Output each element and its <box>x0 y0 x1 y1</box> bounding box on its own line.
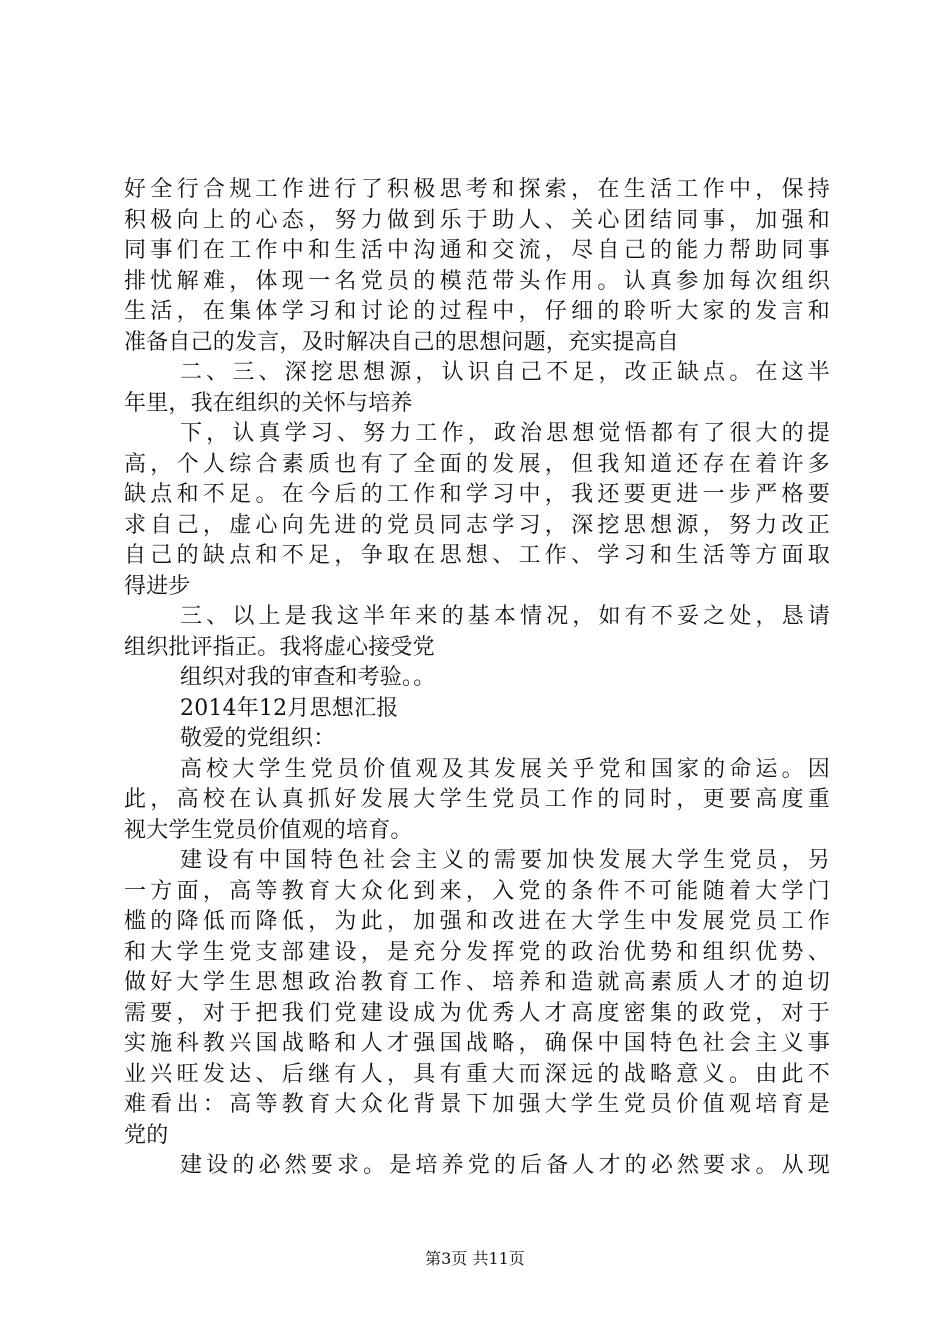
text-line: 好全行合规工作进行了积极思考和探索，在生活工作中，保持 <box>124 177 830 202</box>
text-line: 高，个人综合素质也有了全面的发展，但我知道还存在着许多 <box>124 451 830 477</box>
text-line: 自己的缺点和不足，争取在思想、工作、学习和生活等方面取 <box>124 543 830 568</box>
text-line: 一方面，高等教育大众化到来，入党的条件不可能随着大学门 <box>124 878 830 904</box>
text-line: 得进步 <box>124 573 191 599</box>
text-line: 组织批评指正。我将虚心接受党 <box>124 634 435 660</box>
text-line: 实施科教兴国战略和人才强国战略，确保中国特色社会主义事 <box>124 1031 830 1056</box>
document-body <box>124 175 830 1182</box>
text-line: 组织对我的审查和考验。。 <box>180 665 436 690</box>
text-line: 做好大学生思想政治教育工作、培养和造就高素质人才的迫切 <box>124 970 830 995</box>
text-line: 同事们在工作中和生活中沟通和交流，尽自己的能力帮助同事 <box>124 238 830 263</box>
text-line: 高校大学生党员价值观及其发展关乎党和国家的命运。因 <box>180 756 830 782</box>
text-line: 敬爱的党组织： <box>180 726 336 751</box>
text-line: 建设的必然要求。是培养党的后备人才的必然要求。从现 <box>180 1153 830 1178</box>
text-line: 需要，对于把我们党建设成为优秀人才高度密集的政党，对于 <box>124 1000 830 1026</box>
text-line: 三、以上是我这半年来的基本情况，如有不妥之处，恳请 <box>180 604 830 629</box>
text-line: 建设有中国特色社会主义的需要加快发展大学生党员，另 <box>180 848 830 873</box>
text-line: 视大学生党员价值观的培育。 <box>124 817 413 843</box>
text-line: 排忧解难，体现一名党员的模范带头作用。认真参加每次组织 <box>124 268 830 294</box>
text-line: 此，高校在认真抓好发展大学生党员工作的同时，更要高度重 <box>124 787 830 812</box>
text-line: 生活，在集体学习和讨论的过程中，仔细的聆听大家的发言和 <box>124 299 830 324</box>
text-line: 和大学生党支部建设，是充分发挥党的政治优势和组织优势、 <box>124 939 830 965</box>
text-line: 槛的降低而降低，为此，加强和改进在大学生中发展党员工作 <box>124 909 830 934</box>
text-line: 准备自己的发言，及时解决自己的思想问题，充实提高自 <box>124 329 680 355</box>
text-line: 下，认真学习、努力工作，政治思想觉悟都有了很大的提 <box>180 421 830 446</box>
text-line: 求自己，虚心向先进的党员同志学习，深挖思想源，努力改正 <box>124 512 830 538</box>
text-line: 党的 <box>124 1122 169 1148</box>
text-line: 缺点和不足。在今后的工作和学习中，我还要更进一步严格要 <box>124 482 830 507</box>
page-footer: 第3页 共11页 <box>425 1249 525 1268</box>
text-line: 二、三、深挖思想源，认识自己不足，改正缺点。在这半 <box>180 360 830 385</box>
text-line: 业兴旺发达、后继有人，具有重大而深远的战略意义。由此不 <box>124 1061 830 1087</box>
text-line: 年里，我在组织的关怀与培养 <box>124 390 413 416</box>
text-line: 2014年12月思想汇报 <box>180 695 399 721</box>
text-line: 难看出：高等教育大众化背景下加强大学生党员价值观培育是 <box>124 1092 830 1117</box>
text-line: 积极向上的心态，努力做到乐于助人、关心团结同事，加强和 <box>124 207 830 233</box>
